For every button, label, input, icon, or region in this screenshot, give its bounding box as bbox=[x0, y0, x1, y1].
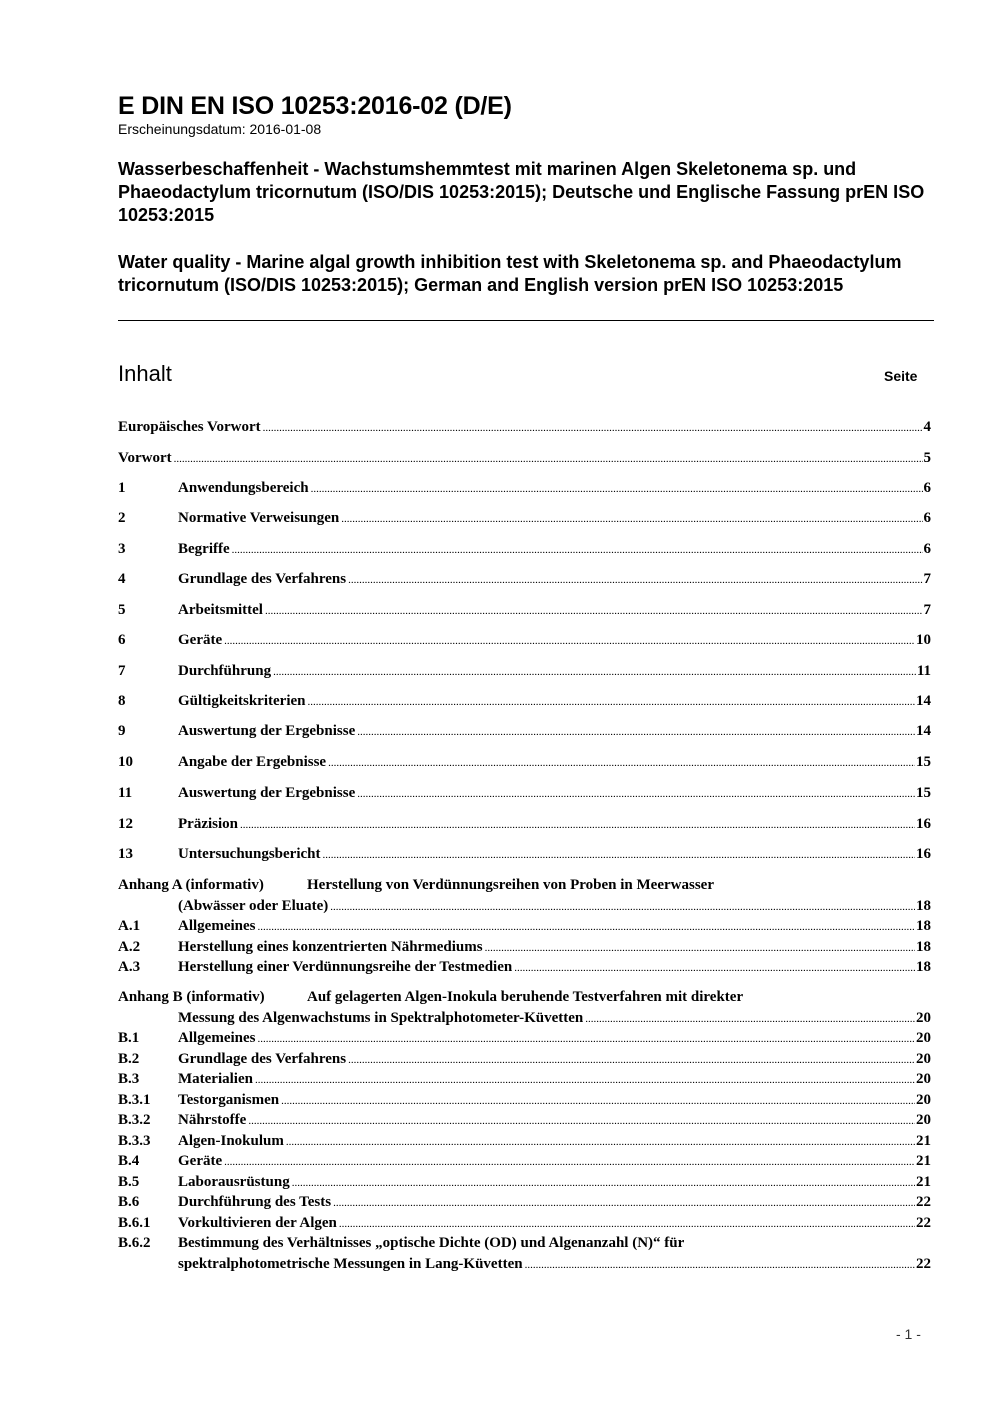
leader-dots bbox=[348, 1050, 915, 1070]
toc-entry-number: 10 bbox=[118, 754, 133, 770]
toc-entry-page: 14 bbox=[916, 693, 931, 709]
toc-entry-number: B.1 bbox=[118, 1030, 140, 1046]
toc-entry-number: 2 bbox=[118, 510, 126, 526]
toc-entry-b3-2[interactable] bbox=[118, 1110, 931, 1130]
toc-entry-page: 18 bbox=[916, 898, 931, 914]
leader-dots bbox=[292, 1173, 915, 1193]
toc-entry-title: Allgemeines bbox=[178, 918, 256, 934]
annex-title-line2-row bbox=[118, 1008, 931, 1028]
toc-entry-a3[interactable] bbox=[118, 957, 931, 977]
toc-entry-7[interactable] bbox=[118, 661, 931, 681]
toc-entry-number: B.2 bbox=[118, 1051, 140, 1067]
toc-entry-number: 3 bbox=[118, 541, 126, 557]
toc-entry-number: 1 bbox=[118, 480, 126, 496]
toc-entry-page: 6 bbox=[923, 510, 931, 526]
toc-entry-number: 4 bbox=[118, 571, 126, 587]
leader-dots bbox=[485, 938, 915, 958]
toc-entry-page: 7 bbox=[923, 571, 931, 587]
title-german: Wasserbeschaffenheit - Wachstumshemmtest mit marinen Algen Skeletonema sp. und Phaeodactylum tricornutum (ISO/DIS 10253:2015); Deutsche und Englische Fassung prEN ISO 10253:2015 bbox=[118, 159, 925, 225]
toc-entry-page: 14 bbox=[916, 723, 931, 739]
toc-entry-number: 13 bbox=[118, 846, 133, 862]
annex-title-line2: (Abwässer oder Eluate) bbox=[178, 898, 329, 914]
toc-entry-title: Angabe der Ergebnisse bbox=[178, 754, 327, 770]
toc-heading: Inhalt bbox=[118, 361, 172, 386]
header-divider bbox=[118, 320, 934, 321]
toc-entry-page: 11 bbox=[916, 663, 931, 679]
toc-entry-title: Durchführung bbox=[178, 663, 272, 679]
toc-entry-title-line2-row bbox=[118, 1254, 931, 1274]
toc-entry-page: 10 bbox=[916, 632, 931, 648]
toc-entry-number: A.2 bbox=[118, 939, 141, 955]
toc-entry-page: 20 bbox=[916, 1112, 931, 1128]
toc-entry-title: Materialien bbox=[178, 1071, 253, 1087]
toc-entry-page: 16 bbox=[916, 816, 931, 832]
leader-dots bbox=[224, 631, 915, 651]
toc-entry-number: B.6.2 bbox=[118, 1235, 151, 1251]
toc-entry-number: B.6.1 bbox=[118, 1215, 151, 1231]
toc-entry-page: 21 bbox=[916, 1133, 931, 1149]
toc-entry-title: Vorkultivieren der Algen bbox=[178, 1215, 337, 1231]
annex-title-line1: Auf gelagerten Algen-Inokula beruhende Testverfahren mit direkter bbox=[307, 989, 744, 1005]
toc-entry-title: Anwendungsbereich bbox=[178, 480, 309, 496]
toc-entry-4[interactable] bbox=[118, 569, 931, 589]
leader-dots bbox=[339, 1214, 915, 1234]
leader-dots bbox=[286, 1132, 915, 1152]
leader-dots bbox=[330, 897, 915, 917]
annex-title-line2-row bbox=[118, 896, 931, 916]
toc-entry-page: 6 bbox=[923, 541, 931, 557]
toc-entry-number: A.1 bbox=[118, 918, 141, 934]
toc-entry-title: Präzision bbox=[178, 816, 238, 832]
toc-entry-page: 15 bbox=[916, 785, 931, 801]
toc-entry-b1[interactable] bbox=[118, 1028, 931, 1048]
toc-entry-page: 18 bbox=[916, 918, 931, 934]
toc-entry-title: Grundlage des Verfahrens bbox=[178, 1051, 347, 1067]
toc-entry-foreword[interactable] bbox=[118, 448, 931, 468]
toc-entry-title-line2: spektralphotometrische Messungen in Lang-Küvetten bbox=[178, 1256, 523, 1272]
toc-entry-title: Herstellung einer Verdünnungsreihe der Testmedien bbox=[178, 959, 513, 975]
toc-entry-title: Geräte bbox=[178, 1153, 223, 1169]
toc-entry-b3-1[interactable] bbox=[118, 1090, 931, 1110]
leader-dots bbox=[265, 601, 923, 621]
toc-entry-title: Normative Verweisungen bbox=[178, 510, 340, 526]
toc-entry-number: B.6 bbox=[118, 1194, 140, 1210]
toc-entry-page: 20 bbox=[916, 1030, 931, 1046]
toc-entry-number: B.3.2 bbox=[118, 1112, 151, 1128]
leader-dots bbox=[263, 418, 923, 438]
toc-entry-number: B.3.1 bbox=[118, 1092, 151, 1108]
toc-entry-2[interactable] bbox=[118, 508, 931, 528]
leader-dots bbox=[240, 815, 915, 835]
toc-entry-10[interactable] bbox=[118, 752, 931, 772]
leader-dots bbox=[585, 1009, 915, 1029]
toc-entry-b6[interactable] bbox=[118, 1192, 931, 1212]
toc-entry-a2[interactable] bbox=[118, 937, 931, 957]
title-english: Water quality - Marine algal growth inhibition test with Skeletonema sp. and Phaeodactylum tricornutum (ISO/DIS 10253:2015); German and English version prEN ISO 10253:2015 bbox=[118, 252, 902, 295]
toc-entry-page: 22 bbox=[916, 1256, 931, 1272]
toc-entry-12[interactable] bbox=[118, 814, 931, 834]
toc-entry-b4[interactable] bbox=[118, 1151, 931, 1171]
toc-entry-number: 12 bbox=[118, 816, 133, 832]
toc-entry-title: Begriffe bbox=[178, 541, 230, 557]
toc-entry-11[interactable] bbox=[118, 783, 931, 803]
toc-entry-8[interactable] bbox=[118, 691, 931, 711]
leader-dots bbox=[514, 958, 915, 978]
toc-entry-number: B.3 bbox=[118, 1071, 140, 1087]
toc-entry-page: 22 bbox=[916, 1215, 931, 1231]
toc-entry-title: Testorganismen bbox=[178, 1092, 280, 1108]
annex-title-line1: Herstellung von Verdünnungsreihen von Proben in Meerwasser bbox=[307, 877, 714, 893]
leader-dots bbox=[257, 1029, 915, 1049]
toc-entry-number: 8 bbox=[118, 693, 126, 709]
toc-entry-title: Algen-Inokulum bbox=[178, 1133, 284, 1149]
toc-entry-number: 5 bbox=[118, 602, 126, 618]
leader-dots bbox=[273, 662, 916, 682]
leader-dots bbox=[224, 1152, 915, 1172]
toc-entry-b3[interactable] bbox=[118, 1069, 931, 1089]
toc-entry-title: Allgemeines bbox=[178, 1030, 256, 1046]
toc-entry-b6-1[interactable] bbox=[118, 1213, 931, 1233]
annex-label: Anhang A (informativ) bbox=[118, 877, 264, 893]
toc-entry-number: B.3.3 bbox=[118, 1133, 151, 1149]
toc-entry-page: 6 bbox=[923, 480, 931, 496]
toc-entry-title-line1: Bestimmung des Verhältnisses „optische Dichte (OD) und Algenanzahl (N)“ für bbox=[178, 1235, 685, 1251]
toc-entry-5[interactable] bbox=[118, 600, 931, 620]
leader-dots bbox=[255, 1070, 915, 1090]
toc-entry-a1[interactable] bbox=[118, 916, 931, 936]
leader-dots bbox=[357, 784, 915, 804]
toc-entry-page: 18 bbox=[916, 939, 931, 955]
leader-dots bbox=[525, 1255, 915, 1275]
toc-entry-page: 15 bbox=[916, 754, 931, 770]
toc-entry-page: 16 bbox=[916, 846, 931, 862]
leader-dots bbox=[248, 1111, 915, 1131]
toc-entry-3[interactable] bbox=[118, 539, 931, 559]
annex-title-line2: Messung des Algenwachstums in Spektralphotometer-Küvetten bbox=[178, 1010, 584, 1026]
toc-entry-page: 18 bbox=[916, 959, 931, 975]
toc-entry-b2[interactable] bbox=[118, 1049, 931, 1069]
toc-entry-page: 7 bbox=[923, 602, 931, 618]
leader-dots bbox=[257, 917, 915, 937]
toc-entry-title: Untersuchungsbericht bbox=[178, 846, 321, 862]
toc-entry-page: 20 bbox=[916, 1010, 931, 1026]
leader-dots bbox=[311, 479, 923, 499]
leader-dots bbox=[174, 449, 923, 469]
toc-entry-page: 4 bbox=[923, 419, 931, 435]
toc-entry-title: Herstellung eines konzentrierten Nährmediums bbox=[178, 939, 483, 955]
leader-dots bbox=[348, 570, 922, 590]
toc-page-column-label: Seite bbox=[884, 368, 918, 384]
publication-date: Erscheinungsdatum: 2016-01-08 bbox=[118, 121, 322, 137]
leader-dots bbox=[328, 753, 915, 773]
toc-entry-title: Auswertung der Ergebnisse bbox=[178, 785, 356, 801]
toc-entry-page: 22 bbox=[916, 1194, 931, 1210]
toc-entry-1[interactable] bbox=[118, 478, 931, 498]
toc-entry-title: Durchführung des Tests bbox=[178, 1194, 332, 1210]
toc-entry-number: A.3 bbox=[118, 959, 141, 975]
toc-entry-number: B.5 bbox=[118, 1174, 140, 1190]
toc-entry-page: 21 bbox=[916, 1174, 931, 1190]
document-title: E DIN EN ISO 10253:2016-02 (D/E) bbox=[118, 92, 512, 120]
toc-entry-page: 20 bbox=[916, 1071, 931, 1087]
toc-entry-number: 7 bbox=[118, 663, 126, 679]
toc-entry-number: B.4 bbox=[118, 1153, 140, 1169]
toc-entry-title: Auswertung der Ergebnisse bbox=[178, 723, 356, 739]
toc-entry-b3-3[interactable] bbox=[118, 1131, 931, 1151]
toc-entry-title: Arbeitsmittel bbox=[178, 602, 263, 618]
leader-dots bbox=[281, 1091, 915, 1111]
toc-entry-6[interactable] bbox=[118, 630, 931, 650]
toc-entry-title: Grundlage des Verfahrens bbox=[178, 571, 347, 587]
leader-dots bbox=[357, 722, 915, 742]
toc-entry-title: Laborausrüstung bbox=[178, 1174, 290, 1190]
leader-dots bbox=[308, 692, 916, 712]
toc-entry-b5[interactable] bbox=[118, 1172, 931, 1192]
toc-entry-title: Geräte bbox=[178, 632, 223, 648]
leader-dots bbox=[341, 509, 922, 529]
leader-dots bbox=[333, 1193, 915, 1213]
toc-entry-page: 20 bbox=[916, 1092, 931, 1108]
leader-dots bbox=[323, 845, 915, 865]
toc-entry-number: 11 bbox=[118, 785, 133, 801]
toc-entry-european-foreword[interactable] bbox=[118, 417, 931, 437]
toc-entry-title: Gültigkeitskriterien bbox=[178, 693, 306, 709]
toc-entry-page: 20 bbox=[916, 1051, 931, 1067]
toc-entry-page: 21 bbox=[916, 1153, 931, 1169]
toc-entry-title: Vorwort bbox=[118, 450, 172, 466]
toc-entry-page: 5 bbox=[923, 450, 931, 466]
annex-label: Anhang B (informativ) bbox=[118, 989, 265, 1005]
leader-dots bbox=[232, 540, 923, 560]
toc-entry-number: 9 bbox=[118, 723, 126, 739]
page-number: - 1 - bbox=[896, 1326, 921, 1342]
toc-entry-13[interactable] bbox=[118, 844, 931, 864]
toc-entry-title: Nährstoffe bbox=[178, 1112, 247, 1128]
toc-entry-title: Europäisches Vorwort bbox=[118, 419, 261, 435]
toc-entry-number: 6 bbox=[118, 632, 126, 648]
toc-entry-9[interactable] bbox=[118, 721, 931, 741]
